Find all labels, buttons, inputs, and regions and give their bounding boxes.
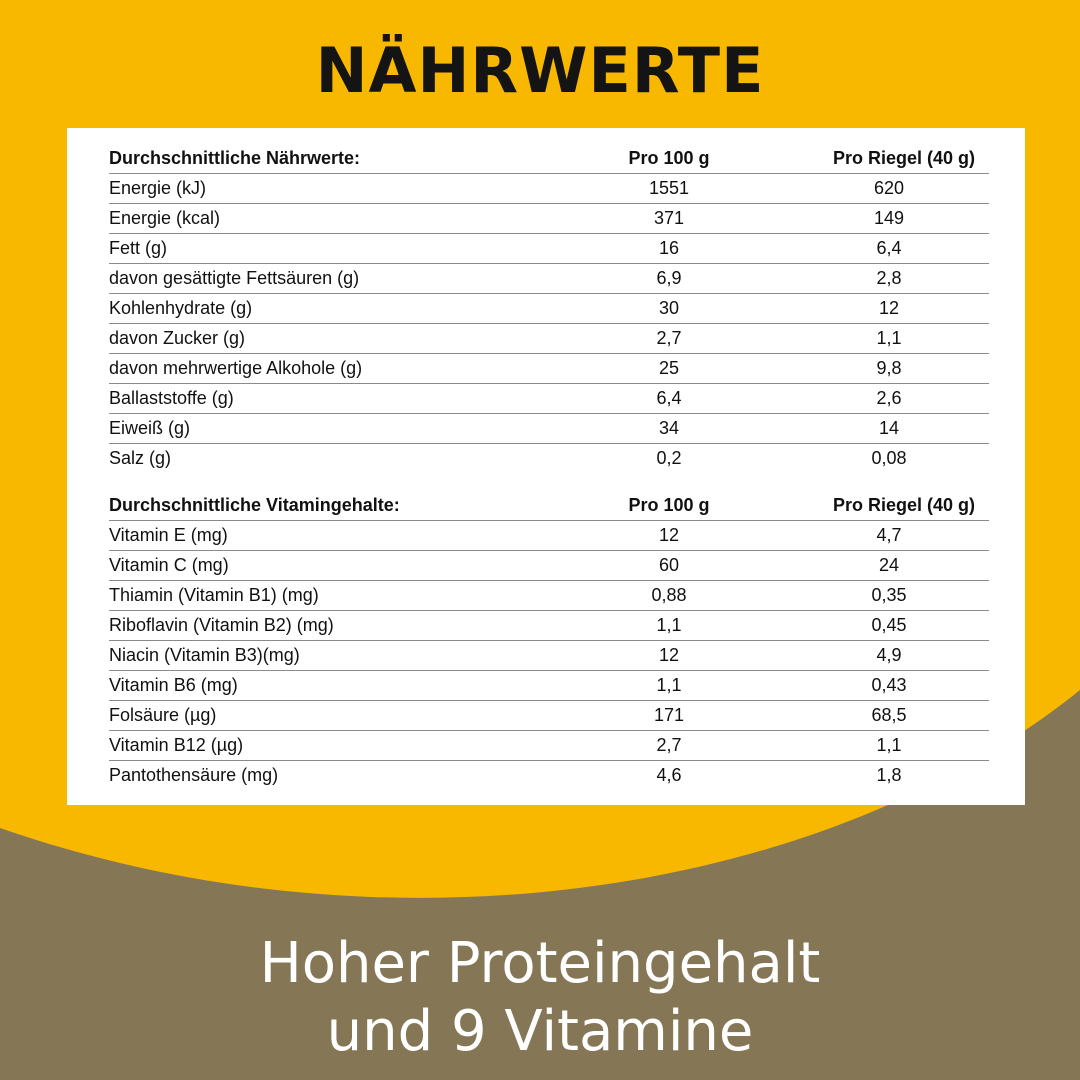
table-row (109, 611, 989, 641)
table-row (109, 581, 989, 611)
vitamin-header-perbar: Pro Riegel (40 g) (789, 491, 989, 521)
table-row (109, 174, 989, 204)
row-label: Niacin (Vitamin B3)(mg) (109, 641, 549, 671)
row-perbar: 6,4 (789, 234, 989, 264)
row-label: davon gesättigte Fettsäuren (g) (109, 264, 549, 294)
row-per100: 0,88 (549, 581, 789, 611)
tagline-line-1: Hoher Proteingehalt (259, 931, 821, 996)
row-perbar: 9,8 (789, 354, 989, 384)
row-per100: 16 (549, 234, 789, 264)
row-perbar: 4,9 (789, 641, 989, 671)
row-per100: 171 (549, 701, 789, 731)
row-label: Vitamin B12 (µg) (109, 731, 549, 761)
row-perbar: 0,45 (789, 611, 989, 641)
table-row (109, 521, 989, 551)
row-label: Vitamin C (mg) (109, 551, 549, 581)
tagline-line-2: und 9 Vitamine (326, 999, 754, 1064)
table-row (109, 234, 989, 264)
row-per100: 1551 (549, 174, 789, 204)
row-perbar: 1,8 (876, 765, 902, 785)
row-perbar: 1,1 (789, 731, 989, 761)
row-label: Ballaststoffe (g) (109, 384, 549, 414)
row-per100: 60 (549, 551, 789, 581)
row-label: Salz (g) (109, 448, 172, 468)
vitamin-header-per100: Pro 100 g (549, 491, 789, 521)
table-spacer (109, 473, 989, 491)
row-perbar: 620 (789, 174, 989, 204)
row-per100: 371 (549, 204, 789, 234)
row-per100: 34 (549, 414, 789, 444)
table-row (109, 761, 989, 791)
row-perbar: 0,35 (789, 581, 989, 611)
row-label: Vitamin B6 (mg) (109, 671, 549, 701)
row-label: Vitamin E (mg) (109, 521, 549, 551)
row-label: Fett (g) (109, 234, 549, 264)
nutrition-header-row (109, 144, 989, 174)
row-per100: 12 (549, 641, 789, 671)
row-label: Kohlenhydrate (g) (109, 294, 549, 324)
table-row (109, 324, 989, 354)
row-per100: 4,6 (656, 765, 682, 785)
row-label: Folsäure (µg) (109, 701, 549, 731)
row-per100: 2,7 (549, 324, 789, 354)
row-per100: 6,9 (549, 264, 789, 294)
table-row (109, 731, 989, 761)
row-perbar: 14 (789, 414, 989, 444)
table-row (109, 294, 989, 324)
table-row (109, 641, 989, 671)
row-perbar: 12 (789, 294, 989, 324)
row-label: Energie (kcal) (109, 204, 549, 234)
table-row (109, 414, 989, 444)
table-row (109, 264, 989, 294)
row-per100: 1,1 (549, 671, 789, 701)
vitamin-header-label: Durchschnittliche Vitamingehalte: (109, 491, 549, 521)
row-per100: 1,1 (549, 611, 789, 641)
nutrition-table (109, 144, 989, 790)
row-label: Riboflavin (Vitamin B2) (mg) (109, 611, 549, 641)
row-per100: 2,7 (549, 731, 789, 761)
row-perbar: 68,5 (789, 701, 989, 731)
nutrition-panel (67, 128, 1025, 805)
row-perbar: 1,1 (789, 324, 989, 354)
row-per100: 30 (549, 294, 789, 324)
table-row (109, 701, 989, 731)
row-perbar: 2,6 (789, 384, 989, 414)
row-perbar: 2,8 (789, 264, 989, 294)
row-label: Energie (kJ) (109, 174, 549, 204)
table-row (109, 204, 989, 234)
row-per100: 25 (549, 354, 789, 384)
row-label: Eiweiß (g) (109, 414, 549, 444)
row-perbar: 4,7 (789, 521, 989, 551)
table-row (109, 384, 989, 414)
nutrition-header-per100: Pro 100 g (549, 144, 789, 174)
table-row (109, 671, 989, 701)
row-label: davon mehrwertige Alkohole (g) (109, 354, 549, 384)
row-perbar: 0,43 (789, 671, 989, 701)
table-row (109, 551, 989, 581)
table-row (109, 444, 989, 474)
row-perbar: 149 (789, 204, 989, 234)
nutrition-header-perbar: Pro Riegel (40 g) (789, 144, 989, 174)
row-label: Pantothensäure (mg) (109, 765, 279, 785)
row-label: davon Zucker (g) (109, 324, 549, 354)
row-per100: 0,2 (656, 448, 682, 468)
tagline (0, 930, 1080, 1066)
page-title: NÄHRWERTE (315, 34, 765, 107)
row-per100: 6,4 (549, 384, 789, 414)
nutrition-header-label: Durchschnittliche Nährwerte: (109, 144, 549, 174)
row-perbar: 24 (789, 551, 989, 581)
table-row (109, 354, 989, 384)
row-per100: 12 (549, 521, 789, 551)
row-perbar: 0,08 (871, 448, 907, 468)
vitamin-header-row (109, 491, 989, 521)
row-label: Thiamin (Vitamin B1) (mg) (109, 581, 549, 611)
